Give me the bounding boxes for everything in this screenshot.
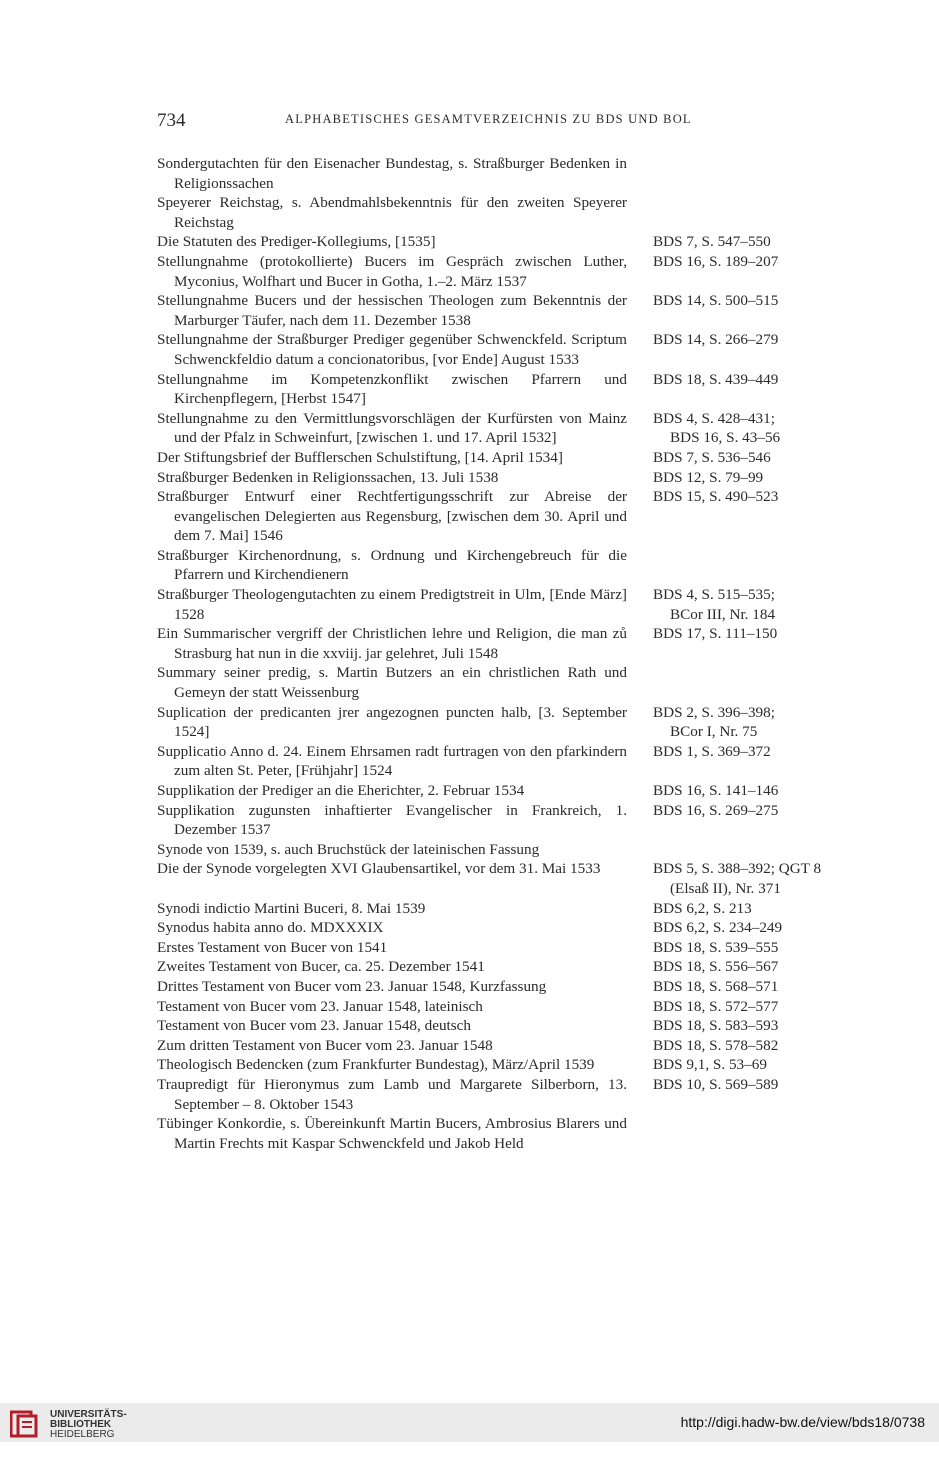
- entry-reference: [653, 899, 853, 919]
- index-entry: [157, 546, 857, 585]
- entry-reference-primary: BDS 14, S. 266–279: [653, 331, 779, 349]
- source-url[interactable]: http://digi.hadw-bw.de/view/bds18/0738: [680, 1414, 925, 1430]
- index-entry: [157, 1075, 857, 1114]
- index-entry: [157, 1114, 857, 1153]
- entry-title: Summary seiner predig, s. Martin Butzers an ein christlichen Rath und Gemeyn der statt Weissenburg: [157, 664, 627, 702]
- index-entry: [157, 899, 857, 919]
- entry-title: Erstes Testament von Bucer von 1541: [157, 938, 388, 956]
- entry-reference-primary: BDS 15, S. 490–523: [653, 488, 779, 506]
- entry-reference-primary: BDS 17, S. 111–150: [653, 625, 778, 643]
- entry-title: Synodus habita anno do. MDXXXIX: [157, 919, 384, 937]
- index-entry: [157, 252, 857, 291]
- entry-reference: [653, 1075, 853, 1114]
- index-entry: [157, 938, 857, 958]
- library-logo-icon: [10, 1409, 40, 1439]
- entry-reference: [653, 703, 853, 742]
- entry-reference-primary: BDS 16, S. 189–207: [653, 252, 779, 270]
- entry-reference: [653, 977, 853, 997]
- index-entry: [157, 370, 857, 409]
- entry-reference: [653, 468, 853, 488]
- entry-reference: [653, 624, 853, 663]
- index-entry: [157, 977, 857, 997]
- entry-reference: [653, 193, 853, 232]
- entry-reference: [653, 448, 853, 468]
- entry-reference: [653, 1055, 853, 1075]
- entry-reference-secondary: BDS 16, S. 43–56: [670, 429, 781, 447]
- entry-reference: [653, 409, 853, 448]
- entry-reference: [653, 938, 853, 958]
- index-entries: [157, 154, 857, 1153]
- index-entry: [157, 154, 857, 193]
- entry-title: Zum dritten Testament von Bucer vom 23. Januar 1548: [157, 1036, 493, 1054]
- entry-reference-secondary: BCor I, Nr. 75: [670, 723, 758, 741]
- entry-title: Straßburger Bedenken in Religionssachen, 13. Juli 1538: [157, 468, 499, 486]
- entry-reference-secondary: BCor III, Nr. 184: [670, 605, 776, 623]
- entry-title: Straßburger Entwurf einer Rechtfertigungsschrift zur Abreise der evangelischen Delegierten aus Regensburg, [zwischen dem 30. April und dem 7. Mai] 1546: [157, 488, 627, 545]
- entry-reference: [653, 1016, 853, 1036]
- index-entry: [157, 585, 857, 624]
- entry-reference-primary: BDS 7, S. 547–550: [653, 233, 771, 251]
- entry-reference: [653, 918, 853, 938]
- page-number: 734: [157, 110, 186, 131]
- library-name: [50, 1410, 127, 1440]
- entry-reference-primary: BDS 7, S. 536–546: [653, 448, 771, 466]
- entry-reference: [653, 232, 853, 252]
- index-entry: [157, 232, 857, 252]
- entry-title: Stellungnahme der Straßburger Prediger gegenüber Schwenckfeld. Scriptum Schwenckfeldio datum a concionatoribus, [vor Ende] August 1533: [157, 331, 627, 368]
- entry-reference-primary: BDS 18, S. 539–555: [653, 938, 779, 956]
- entry-reference: [653, 1036, 853, 1056]
- entry-title: Suplication der predicanten jrer angezognen puncten halb, [3. September 1524]: [157, 703, 627, 741]
- entry-reference: [653, 840, 853, 860]
- index-entry: [157, 409, 857, 448]
- entry-reference: [653, 546, 853, 585]
- entry-reference-primary: BDS 18, S. 556–567: [653, 958, 779, 976]
- entry-reference-primary: BDS 4, S. 428–431;: [653, 409, 775, 427]
- entry-title: Stellungnahme im Kompetenzkonflikt zwischen Pfarrern und Kirchenpflegern, [Herbst 1547]: [157, 370, 627, 408]
- library-name-line1: UNIVERSITÄTS-: [50, 1409, 127, 1420]
- entry-reference-primary: BDS 14, S. 500–515: [653, 292, 779, 310]
- index-entry: [157, 193, 857, 232]
- entry-title: Die der Synode vorgelegten XVI Glaubensartikel, vor dem 31. Mai 1533: [157, 860, 601, 878]
- index-entry: [157, 997, 857, 1017]
- entry-title: Stellungnahme zu den Vermittlungsvorschlägen der Kurfürsten von Mainz und der Pfalz in Schweinfurt, [zwischen 1. und 17. April 1532]: [157, 409, 627, 447]
- entry-reference-primary: BDS 1, S. 369–372: [653, 742, 771, 760]
- entry-reference-primary: BDS 18, S. 578–582: [653, 1036, 779, 1054]
- index-entry: [157, 624, 857, 663]
- index-entry: [157, 781, 857, 801]
- entry-reference-primary: BDS 18, S. 583–593: [653, 1017, 779, 1035]
- entry-title: Drittes Testament von Bucer vom 23. Januar 1548, Kurzfassung: [157, 977, 547, 995]
- entry-reference: [653, 1114, 853, 1153]
- entry-reference: [653, 663, 853, 702]
- index-entry: [157, 330, 857, 369]
- entry-title: Die Statuten des Prediger-Kollegiums, [1535]: [157, 233, 436, 251]
- entry-reference: [653, 330, 853, 369]
- entry-title: Supplicatio Anno d. 24. Einem Ehrsamen radt furtragen von den pfarkindern zum alten St. Peter, [Frühjahr] 1524: [157, 742, 627, 780]
- footer-bar: [0, 1403, 939, 1442]
- entry-reference: [653, 859, 853, 898]
- entry-title: Speyerer Reichstag, s. Abendmahlsbekenntnis für den zweiten Speyerer Reichstag: [157, 194, 627, 231]
- entry-title: Synode von 1539, s. auch Bruchstück der lateinischen Fassung: [157, 840, 540, 858]
- entry-title: Testament von Bucer vom 23. Januar 1548, deutsch: [157, 1017, 472, 1035]
- entry-reference: [653, 997, 853, 1017]
- index-entry: [157, 801, 857, 840]
- entry-title: Stellungnahme Bucers und der hessischen Theologen zum Bekenntnis der Marburger Täufer, nach dem 11. Dezember 1538: [157, 292, 627, 329]
- entry-reference: [653, 487, 853, 546]
- index-entry: [157, 663, 857, 702]
- entry-reference: [653, 801, 853, 840]
- library-name-line3: HEIDELBERG: [50, 1429, 115, 1440]
- index-entry: [157, 291, 857, 330]
- library-name-line2: BIBLIOTHEK: [50, 1419, 112, 1430]
- entry-reference-primary: BDS 16, S. 269–275: [653, 801, 779, 819]
- index-entry: [157, 918, 857, 938]
- entry-reference-primary: BDS 18, S. 439–449: [653, 370, 779, 388]
- entry-reference: [653, 154, 853, 193]
- running-head: ALPHABETISCHES GESAMTVERZEICHNIS ZU BDS UND BOL: [285, 112, 692, 126]
- entry-reference-primary: BDS 18, S. 572–577: [653, 997, 779, 1015]
- entry-reference: [653, 370, 853, 409]
- entry-reference: [653, 957, 853, 977]
- entry-reference-primary: BDS 18, S. 568–571: [653, 977, 779, 995]
- entry-title: Supplikation zugunsten inhaftierter Evangelischer in Frankreich, 1. Dezember 1537: [157, 801, 627, 839]
- entry-reference: [653, 291, 853, 330]
- index-entry: [157, 859, 857, 898]
- entry-title: Sondergutachten für den Eisenacher Bundestag, s. Straßburger Bedenken in Religionssachen: [157, 155, 627, 192]
- entry-reference-primary: BDS 4, S. 515–535;: [653, 586, 775, 604]
- entry-title: Stellungnahme (protokollierte) Bucers im Gespräch zwischen Luther, Myconius, Wolfhart und Bucer in Gotha, 1.–2. März 1537: [157, 252, 627, 290]
- index-entry: [157, 1036, 857, 1056]
- index-entry: [157, 1055, 857, 1075]
- entry-title: Testament von Bucer vom 23. Januar 1548, lateinisch: [157, 997, 483, 1015]
- entry-title: Straßburger Kirchenordnung, s. Ordnung und Kirchengebreuch für die Pfarrern und Kirchendienern: [157, 546, 627, 584]
- entry-title: Der Stiftungsbrief der Bufflerschen Schulstiftung, [14. April 1534]: [157, 448, 563, 466]
- index-entry: [157, 957, 857, 977]
- entry-reference-primary: BDS 12, S. 79–99: [653, 468, 764, 486]
- entry-reference-primary: BDS 2, S. 396–398;: [653, 703, 775, 721]
- index-entry: [157, 840, 857, 860]
- index-entry: [157, 487, 857, 546]
- entry-reference: [653, 252, 853, 291]
- entry-title: Theologisch Bedencken (zum Frankfurter Bundestag), März/April 1539: [157, 1056, 595, 1074]
- index-entry: [157, 468, 857, 488]
- entry-reference-primary: BDS 16, S. 141–146: [653, 782, 779, 799]
- entry-reference-primary: BDS 6,2, S. 234–249: [653, 919, 783, 937]
- entry-title: Tübinger Konkordie, s. Übereinkunft Martin Bucers, Ambrosius Blarers und Martin Frechts mit Kaspar Schwenckfeld und Jakob Held: [157, 1115, 627, 1152]
- index-entry: [157, 1016, 857, 1036]
- entry-reference-primary: BDS 5, S. 388–392; QGT 8: [653, 860, 822, 878]
- entry-reference: [653, 742, 853, 781]
- entry-title: Straßburger Theologengutachten zu einem Predigtstreit in Ulm, [Ende März] 1528: [157, 586, 627, 623]
- entry-reference: [653, 781, 853, 801]
- index-entry: [157, 448, 857, 468]
- entry-reference-primary: BDS 6,2, S. 213: [653, 899, 752, 917]
- entry-title: Traupredigt für Hieronymus zum Lamb und Margarete Silberborn, 13. September – 8. Oktober 1543: [157, 1075, 627, 1113]
- entry-reference-primary: BDS 10, S. 569–589: [653, 1075, 779, 1093]
- entry-title: Synodi indictio Martini Buceri, 8. Mai 1539: [157, 899, 426, 917]
- entry-title: Supplikation der Prediger an die Eherichter, 2. Februar 1534: [157, 782, 525, 799]
- index-entry: [157, 742, 857, 781]
- entry-title: Zweites Testament von Bucer, ca. 25. Dezember 1541: [157, 958, 485, 976]
- entry-reference: [653, 585, 853, 624]
- entry-reference-primary: BDS 9,1, S. 53–69: [653, 1056, 767, 1074]
- entry-title: Ein Summarischer vergriff der Christlichen lehre und Religion, die man zů Strasburg hat nun in die xxviij. jar gelehret, Juli 1548: [157, 625, 627, 662]
- index-entry: [157, 703, 857, 742]
- entry-reference-secondary: (Elsaß II), Nr. 371: [670, 879, 781, 897]
